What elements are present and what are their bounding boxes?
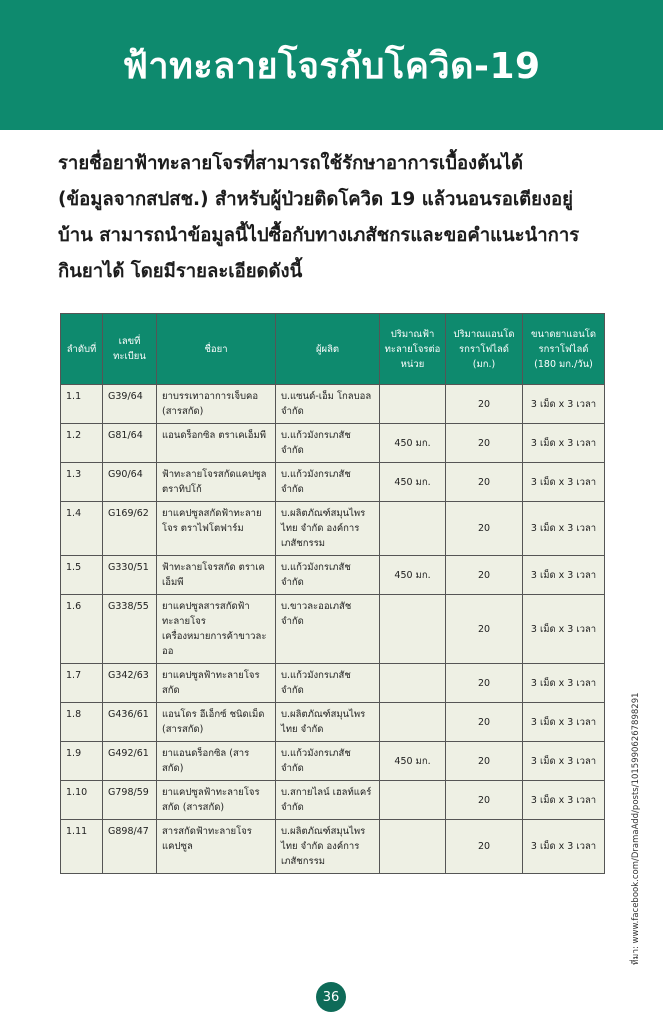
cell-amount-per-unit: 450 มก. xyxy=(380,742,446,781)
cell-drug-name: ฟ้าทะลายโจรสกัด ตราเคเอ็มพี xyxy=(157,556,276,595)
intro-line: กินยาได้ โดยมีรายละเอียดดังนี้ xyxy=(58,261,303,282)
cell-andrographolide: 20 xyxy=(446,424,523,463)
cell-andrographolide: 20 xyxy=(446,595,523,664)
cell-registration: G39/64 xyxy=(103,385,157,424)
cell-manufacturer: บ.ผลิตภัณฑ์สมุนไพรไทย จำกัด องค์การเภสัชกรรม xyxy=(276,820,380,874)
cell-andrographolide: 20 xyxy=(446,664,523,703)
cell-no: 1.2 xyxy=(61,424,103,463)
table-row xyxy=(61,742,605,781)
cell-no: 1.8 xyxy=(61,703,103,742)
cell-dosage: 3 เม็ด x 3 เวลา xyxy=(523,556,605,595)
cell-manufacturer: บ.ผลิตภัณฑ์สมุนไพรไทย จำกัด องค์การเภสัชกรรม xyxy=(276,502,380,556)
table-row xyxy=(61,664,605,703)
cell-no: 1.9 xyxy=(61,742,103,781)
intro-line: บ้าน สามารถนำข้อมูลนี้ไปซื้อกับทางเภสัชกรและขอคำแนะนำการ xyxy=(58,225,580,246)
table-row xyxy=(61,703,605,742)
cell-no: 1.4 xyxy=(61,502,103,556)
table-row xyxy=(61,820,605,874)
cell-no: 1.5 xyxy=(61,556,103,595)
table-row xyxy=(61,556,605,595)
table-row xyxy=(61,385,605,424)
cell-no: 1.10 xyxy=(61,781,103,820)
cell-amount-per-unit xyxy=(380,781,446,820)
cell-amount-per-unit: 450 มก. xyxy=(380,463,446,502)
drug-table xyxy=(60,313,605,874)
cell-dosage: 3 เม็ด x 3 เวลา xyxy=(523,502,605,556)
header-manufacturer: ผู้ผลิต xyxy=(276,314,380,385)
cell-amount-per-unit xyxy=(380,703,446,742)
cell-registration: G90/64 xyxy=(103,463,157,502)
cell-dosage: 3 เม็ด x 3 เวลา xyxy=(523,424,605,463)
cell-registration: G81/64 xyxy=(103,424,157,463)
page-number-badge xyxy=(316,982,346,1012)
cell-manufacturer: บ.แก้วมังกรเภสัช จำกัด xyxy=(276,664,380,703)
cell-drug-name: ยาแอนดร็อกซิล (สารสกัด) xyxy=(157,742,276,781)
cell-no: 1.11 xyxy=(61,820,103,874)
cell-dosage: 3 เม็ด x 3 เวลา xyxy=(523,385,605,424)
table-body xyxy=(61,385,605,874)
header-no: ลำดับที่ xyxy=(61,314,103,385)
cell-manufacturer: บ.ขาวละออเภสัช จำกัด xyxy=(276,595,380,664)
cell-manufacturer: บ.ผลิตภัณฑ์สมุนไพรไทย จำกัด xyxy=(276,703,380,742)
cell-dosage: 3 เม็ด x 3 เวลา xyxy=(523,595,605,664)
cell-dosage: 3 เม็ด x 3 เวลา xyxy=(523,820,605,874)
header-andrographolide: ปริมาณแอนโดรกราโฟไลด์ (มก.) xyxy=(446,314,523,385)
cell-manufacturer: บ.แก้วมังกรเภสัช จำกัด xyxy=(276,463,380,502)
cell-dosage: 3 เม็ด x 3 เวลา xyxy=(523,703,605,742)
cell-drug-name: ยาบรรเทาอาการเจ็บคอ (สารสกัด) xyxy=(157,385,276,424)
cell-no: 1.1 xyxy=(61,385,103,424)
cell-registration: G898/47 xyxy=(103,820,157,874)
header-registration: เลขที่ทะเบียน xyxy=(103,314,157,385)
cell-amount-per-unit xyxy=(380,502,446,556)
cell-registration: G798/59 xyxy=(103,781,157,820)
cell-amount-per-unit xyxy=(380,820,446,874)
cell-andrographolide: 20 xyxy=(446,742,523,781)
cell-andrographolide: 20 xyxy=(446,502,523,556)
table-row xyxy=(61,463,605,502)
cell-manufacturer: บ.แก้วมังกรเภสัช จำกัด xyxy=(276,556,380,595)
cell-drug-name: ยาแคปซูลสกัดฟ้าทะลายโจร ตราไฟโตฟาร์ม xyxy=(157,502,276,556)
cell-registration: G330/51 xyxy=(103,556,157,595)
page-title: ฟ้าทะลายโจรกับโควิด-19 xyxy=(122,45,541,87)
table-row xyxy=(61,595,605,664)
table-header-row xyxy=(61,314,605,385)
page-number: 36 xyxy=(322,989,340,1005)
cell-registration: G338/55 xyxy=(103,595,157,664)
cell-manufacturer: บ.แซนด์-เอ็ม โกลบอล จำกัด xyxy=(276,385,380,424)
cell-drug-name: ฟ้าทะลายโจรสกัดแคปซูล ตราทิปโก้ xyxy=(157,463,276,502)
cell-dosage: 3 เม็ด x 3 เวลา xyxy=(523,463,605,502)
cell-registration: G169/62 xyxy=(103,502,157,556)
cell-andrographolide: 20 xyxy=(446,556,523,595)
cell-andrographolide: 20 xyxy=(446,703,523,742)
cell-dosage: 3 เม็ด x 3 เวลา xyxy=(523,781,605,820)
cell-registration: G492/61 xyxy=(103,742,157,781)
table-row xyxy=(61,424,605,463)
cell-drug-name: แอนโดร อีเอ็กซ์ ชนิดเม็ด (สารสกัด) xyxy=(157,703,276,742)
cell-manufacturer: บ.แก้วมังกรเภสัช จำกัด xyxy=(276,424,380,463)
header-amount-per-unit: ปริมาณฟ้าทะลายโจรต่อหน่วย xyxy=(380,314,446,385)
cell-manufacturer: บ.แก้วมังกรเภสัช จำกัด xyxy=(276,742,380,781)
cell-amount-per-unit xyxy=(380,595,446,664)
intro-paragraph xyxy=(58,146,614,290)
cell-dosage: 3 เม็ด x 3 เวลา xyxy=(523,664,605,703)
cell-no: 1.3 xyxy=(61,463,103,502)
cell-andrographolide: 20 xyxy=(446,385,523,424)
cell-manufacturer: บ.สกายไลน์ เฮลท์แคร์ จำกัด xyxy=(276,781,380,820)
cell-dosage: 3 เม็ด x 3 เวลา xyxy=(523,742,605,781)
source-credit: ที่มา: www.facebook.com/DramaAdd/posts/1015990626789829​1 xyxy=(631,692,641,965)
title-banner xyxy=(0,0,663,130)
cell-andrographolide: 20 xyxy=(446,820,523,874)
cell-andrographolide: 20 xyxy=(446,781,523,820)
cell-amount-per-unit: 450 มก. xyxy=(380,556,446,595)
table-row xyxy=(61,781,605,820)
cell-no: 1.6 xyxy=(61,595,103,664)
table-row xyxy=(61,502,605,556)
cell-amount-per-unit xyxy=(380,664,446,703)
cell-amount-per-unit: 450 มก. xyxy=(380,424,446,463)
header-drug-name: ชื่อยา xyxy=(157,314,276,385)
cell-drug-name: ยาแคปซูลฟ้าทะลายโจรสกัด xyxy=(157,664,276,703)
cell-drug-name: แอนดร็อกซิล ตราเคเอ็มพี xyxy=(157,424,276,463)
cell-drug-name: ยาแคปซูลสารสกัดฟ้าทะลายโจร เครื่องหมายการค้าขาวละออ xyxy=(157,595,276,664)
cell-andrographolide: 20 xyxy=(446,463,523,502)
cell-registration: G436/61 xyxy=(103,703,157,742)
header-dosage: ขนาดยาแอนโดรกราโฟไลด์ (180 มก./วัน) xyxy=(523,314,605,385)
cell-registration: G342/63 xyxy=(103,664,157,703)
cell-amount-per-unit xyxy=(380,385,446,424)
cell-drug-name: สารสกัดฟ้าทะลายโจรแคปซูล xyxy=(157,820,276,874)
cell-no: 1.7 xyxy=(61,664,103,703)
cell-drug-name: ยาแคปซูลฟ้าทะลายโจรสกัด (สารสกัด) xyxy=(157,781,276,820)
intro-line: (ข้อมูลจากสปสช.) สำหรับผู้ป่วยติดโควิด 19 แล้วนอนรอเตียงอยู่ xyxy=(58,189,573,210)
intro-line: รายชื่อยาฟ้าทะลายโจรที่สามารถใช้รักษาอาการเบื้องต้นได้ xyxy=(58,153,524,174)
